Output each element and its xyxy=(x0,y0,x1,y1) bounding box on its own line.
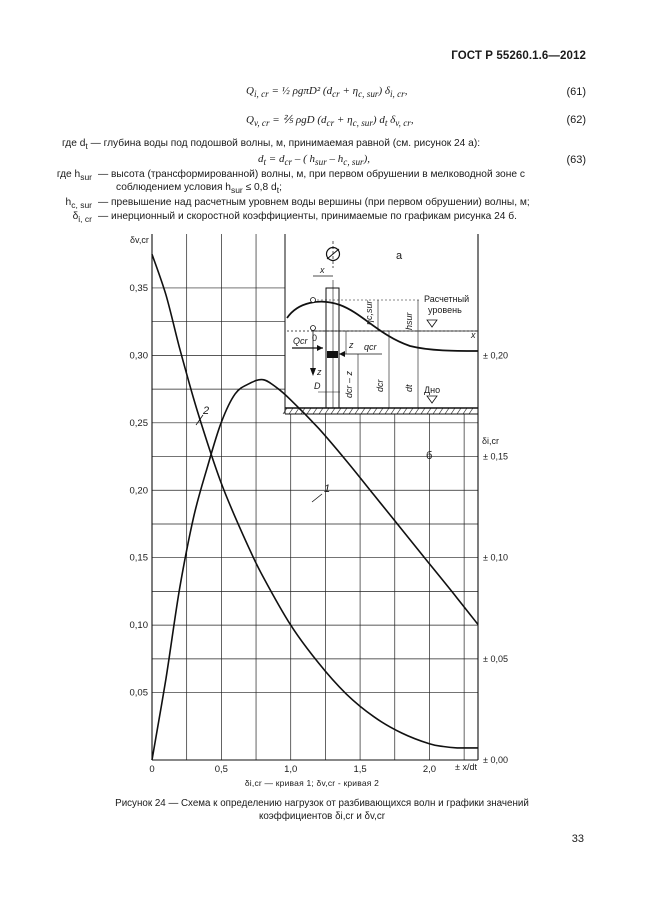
bottom-label: Дно xyxy=(424,385,441,395)
y-left-tick-label: 0,05 xyxy=(129,687,148,699)
y-right-tick-label: ± 0,10 xyxy=(483,552,508,563)
curve-1-label: 1 xyxy=(324,483,331,495)
y-right-tick-label: ± 0,15 xyxy=(483,451,508,462)
dt-label: dt xyxy=(404,384,414,392)
x-tick-label: 1,5 xyxy=(353,764,367,775)
page-number: 33 xyxy=(571,833,584,845)
eta-label: ηc,sur xyxy=(364,300,374,325)
z-dim-label: z xyxy=(349,340,354,350)
y-left-tick-label: 0,30 xyxy=(129,350,148,362)
def-term-delta: $\delta_{i, cr}$ xyxy=(72,211,92,225)
dcr-z-label: dcr – z xyxy=(344,370,354,398)
figure-caption-line2: коэффициентов δi,cr и δv,cr xyxy=(258,811,386,822)
y-left-tick-label: 0,20 xyxy=(129,485,148,497)
Q-label: Qcr xyxy=(293,336,308,346)
def-text-hsur: — высота (трансформированной) волны, м, при первом обрушении в мелководной зоне с соблюдением условия $h_{sur} \le 0,8$ $d_t$; xyxy=(98,169,525,195)
curve-2-label: 2 xyxy=(203,405,210,417)
def-text-hc: — превышение над расчетным уровнем воды вершины (при первом обрушении) волны, м; xyxy=(98,197,530,208)
equation-62-number: (62) xyxy=(566,114,586,126)
y-right-tick-label: ± 0,05 xyxy=(483,653,508,664)
def-term-hsur: где $h_{sur}$ xyxy=(56,169,92,183)
y-right-tick-label: ± 0,20 xyxy=(483,350,508,361)
y-left-tick-label: 0,15 xyxy=(129,552,148,564)
inset-x-label: x xyxy=(320,265,325,275)
D-label: D xyxy=(314,381,321,391)
standard-header: ГОСТ Р 55260.1.6—2012 xyxy=(451,50,586,62)
level-label-2: уровень xyxy=(428,305,462,315)
def-text-delta: — инерционный и скоростной коэффициенты, принимаемые по графикам рисунка 24 б. xyxy=(98,211,517,222)
hsur-label: hsur xyxy=(404,312,414,330)
origin-point xyxy=(311,326,316,331)
def-term-hc: $h_{c, sur}$ xyxy=(65,197,92,211)
y-left-axis-label: δv,cr xyxy=(130,235,149,245)
y-right-axis-label: δi,cr xyxy=(482,436,500,446)
x-tick-label: 0 xyxy=(149,764,155,775)
x-tick-label: 2,0 xyxy=(422,764,437,775)
definition-dt: где $d_t$ — глубина воды под подошвой волны, м, принимаемая равной (см. рисунок 24 а): xyxy=(62,138,481,152)
dcr-label: dcr xyxy=(375,379,385,392)
inset-x-axis-label: x xyxy=(471,330,476,340)
y-left-tick-label: 0,35 xyxy=(129,282,148,294)
equation-61-number: (61) xyxy=(566,86,586,98)
chart-legend: δi,cr — кривая 1; δv,cr - кривая 2 xyxy=(244,778,380,788)
inset-a-diagram xyxy=(283,234,478,414)
x-tick-label: 0,5 xyxy=(214,764,228,775)
x-axis-label: ± x/dt xyxy=(455,762,477,772)
crest-point xyxy=(311,298,316,303)
curve-1-leader xyxy=(312,494,322,502)
q-label: qcr xyxy=(364,342,377,352)
y-right-tick-label: ± 0,00 xyxy=(483,755,508,765)
z-axis-label: z xyxy=(317,367,322,377)
load-block xyxy=(327,351,338,358)
equation-61: $Q_{i, cr}$ = ½ ρgπD² $(d_{cr} + \eta_{c, sur})$ $\delta_{i, cr}$, xyxy=(246,85,408,100)
x-tick-label: 1,0 xyxy=(284,764,298,775)
inset-label-a: а xyxy=(396,250,403,262)
y-left-tick-label: 0,25 xyxy=(129,417,148,429)
zero-label: 0 xyxy=(312,333,318,343)
equation-63-number: (63) xyxy=(566,154,586,166)
equation-63: $d_t = d_{cr}$ – ( $h_{sur} - h_{c, sur}$), xyxy=(258,153,371,168)
figure-caption-line1: Рисунок 24 — Схема к определению нагрузок от разбивающихся волн и графики значений xyxy=(115,798,529,809)
chart-label-b: б xyxy=(426,450,433,462)
level-label: Расчетный xyxy=(424,294,470,304)
equation-62: $Q_{v, cr}$ = ⅖ ρgD $(d_{cr} + \eta_{c, sur})$ $d_t$ $\delta_{v, cr}$, xyxy=(246,114,414,129)
y-left-tick-label: 0,10 xyxy=(129,620,148,632)
